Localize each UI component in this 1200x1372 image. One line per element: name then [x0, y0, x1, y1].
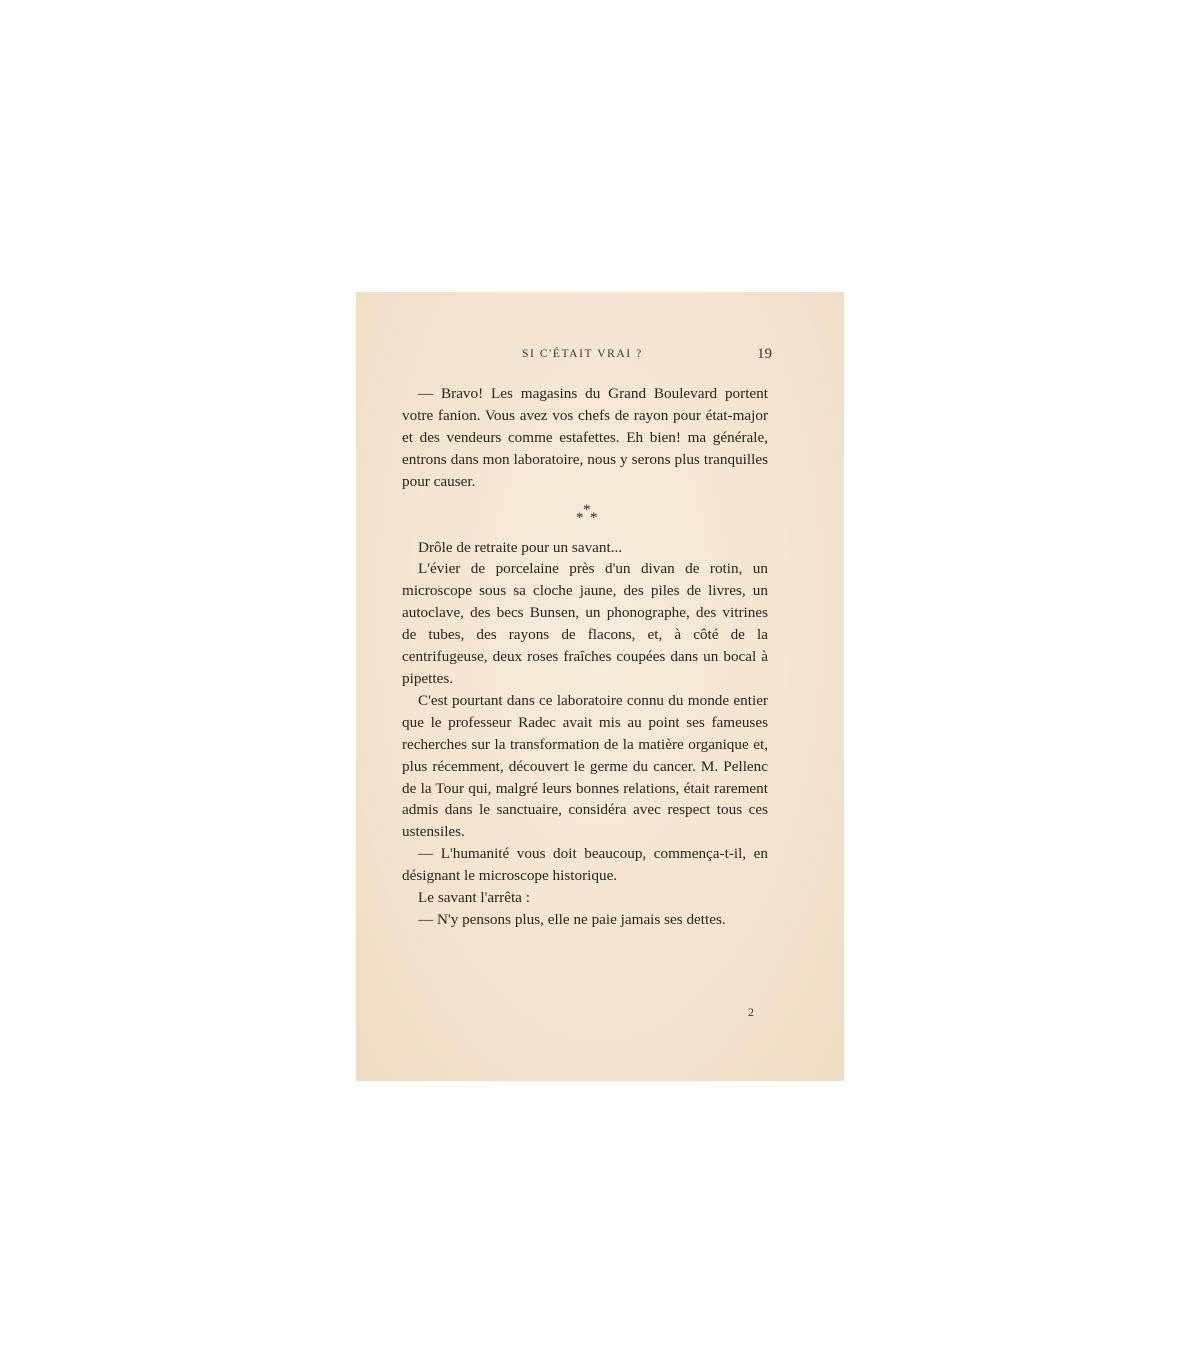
paragraph: — N'y pensons plus, elle ne paie jamais ses dettes. — [418, 910, 726, 928]
body-text — [402, 383, 768, 931]
running-title: SI C'ÉTAIT VRAI ? — [522, 348, 643, 360]
book-page — [356, 292, 844, 1081]
paragraph: Drôle de retraite pour un savant... — [418, 538, 623, 556]
signature-mark: 2 — [748, 1005, 754, 1019]
paragraph: Le savant l'arrêta : — [418, 889, 530, 907]
page-number: 19 — [757, 346, 772, 362]
asterism-star-left: * — [576, 509, 584, 526]
paragraph: L'évier de porcelaine près d'un divan de rotin, un microscope sous sa cloche jaune, des piles de livres, un autoclave, des becs Bunsen, un phonographe, des vitrines de tubes, des rayons de flacons, et, à côté de la centrifugeuse, deux roses fraîches coupées dans un bocal à pipettes. — [402, 560, 768, 687]
paragraph: C'est pourtant dans ce laboratoire connu du monde entier que le professeur Radec avait mis au point ses fameuses recherches sur la transformation de la matière organique et, plus récemment, découvert le germe du cancer. M. Pellenc de la Tour qui, malgré leurs bonnes relations, était rarement admis dans le sanctuaire, considéra avec respect tous ces ustensiles. — [402, 691, 768, 841]
section-break — [402, 493, 768, 537]
paragraph: — L'humanité vous doit beaucoup, commença-t-il, en désignant le microscope historique. — [402, 845, 768, 885]
asterism-star-top: * — [583, 501, 591, 518]
asterism-star-right: * — [590, 509, 598, 526]
paragraph: — Bravo! Les magasins du Grand Boulevard portent votre fanion. Vous avez vos chefs de rayon pour état-major et des vendeurs comme estafettes. Eh bien! ma générale, entrons dans mon laboratoire, nous y serons plus tranquilles pour causer. — [402, 385, 768, 490]
